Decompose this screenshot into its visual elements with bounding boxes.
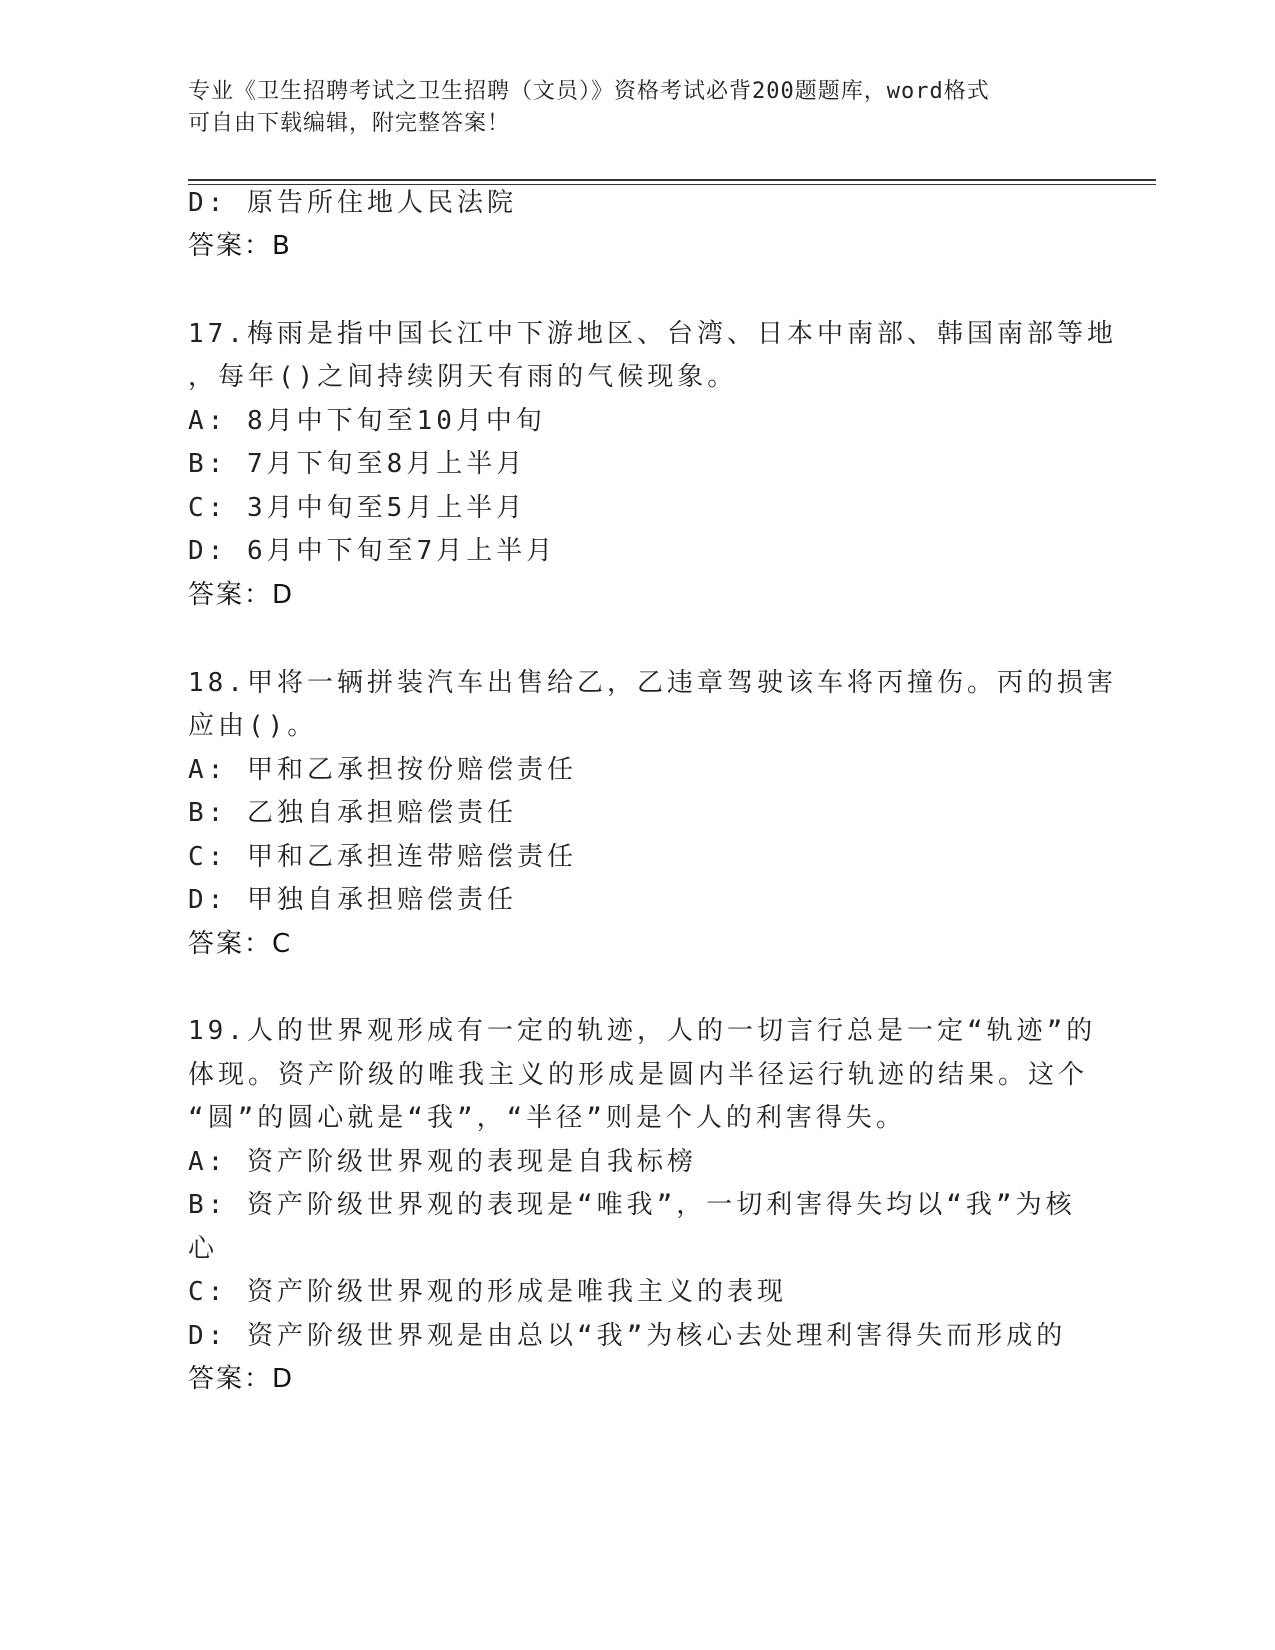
header-rule-thick xyxy=(188,179,1156,181)
q19-option-b-line-2: 心 xyxy=(188,1234,219,1264)
q19-option-b-line-1: B: 资产阶级世界观的表现是“唯我”，一切利害得失均以“我”为核 xyxy=(188,1190,1076,1220)
q19-stem-line-2: 体现。资产阶级的唯我主义的形成是圆内半径运行轨迹的结果。这个 xyxy=(188,1060,1089,1090)
q19-option-a: A: 资产阶级世界观的表现是自我标榜 xyxy=(188,1147,697,1177)
q17-option-c: C: 3月中旬至5月上半月 xyxy=(188,493,527,523)
q18-option-c: C: 甲和乙承担连带赔偿责任 xyxy=(188,842,577,872)
header-line-1: 专业《卫生招聘考试之卫生招聘（文员）》资格考试必背200题题库，word格式 xyxy=(188,79,990,104)
q18-option-b: B: 乙独自承担赔偿责任 xyxy=(188,798,517,828)
q18-stem-line-2: 应由()。 xyxy=(188,711,318,741)
q17-option-b: B: 7月下旬至8月上半月 xyxy=(188,449,527,479)
q17-option-d: D: 6月中下旬至7月上半月 xyxy=(188,536,557,566)
document-header xyxy=(188,76,1088,140)
q18-answer: 答案：C xyxy=(188,929,293,959)
q19-option-d: D: 资产阶级世界观是由总以“我”为核心去处理利害得失而形成的 xyxy=(188,1321,1067,1351)
q19-answer: 答案：D xyxy=(188,1364,295,1394)
q17-stem-line-1: 17.梅雨是指中国长江中下游地区、台湾、日本中南部、韩国南部等地 xyxy=(188,319,1117,349)
q18-option-a: A: 甲和乙承担按份赔偿责任 xyxy=(188,755,577,785)
q19-stem-line-3: “圆”的圆心就是“我”，“半径”则是个人的利害得失。 xyxy=(188,1103,906,1133)
q17-option-a: A: 8月中下旬至10月中旬 xyxy=(188,406,546,436)
q17-answer: 答案：D xyxy=(188,580,295,610)
q17-stem-line-2: ，每年()之间持续阴天有雨的气候现象。 xyxy=(188,362,738,392)
header-line-2: 可自由下载编辑，附完整答案！ xyxy=(188,111,511,136)
q18-option-d: D: 甲独自承担赔偿责任 xyxy=(188,885,517,915)
q19-option-c: C: 资产阶级世界观的形成是唯我主义的表现 xyxy=(188,1277,787,1307)
q19-stem-line-1: 19.人的世界观形成有一定的轨迹，人的一切言行总是一定“轨迹”的 xyxy=(188,1016,1097,1046)
q16-answer: 答案：B xyxy=(188,231,292,261)
q18-stem-line-1: 18.甲将一辆拼装汽车出售给乙，乙违章驾驶该车将丙撞伤。丙的损害 xyxy=(188,668,1117,698)
q16-option-d: D: 原告所住地人民法院 xyxy=(188,188,517,218)
